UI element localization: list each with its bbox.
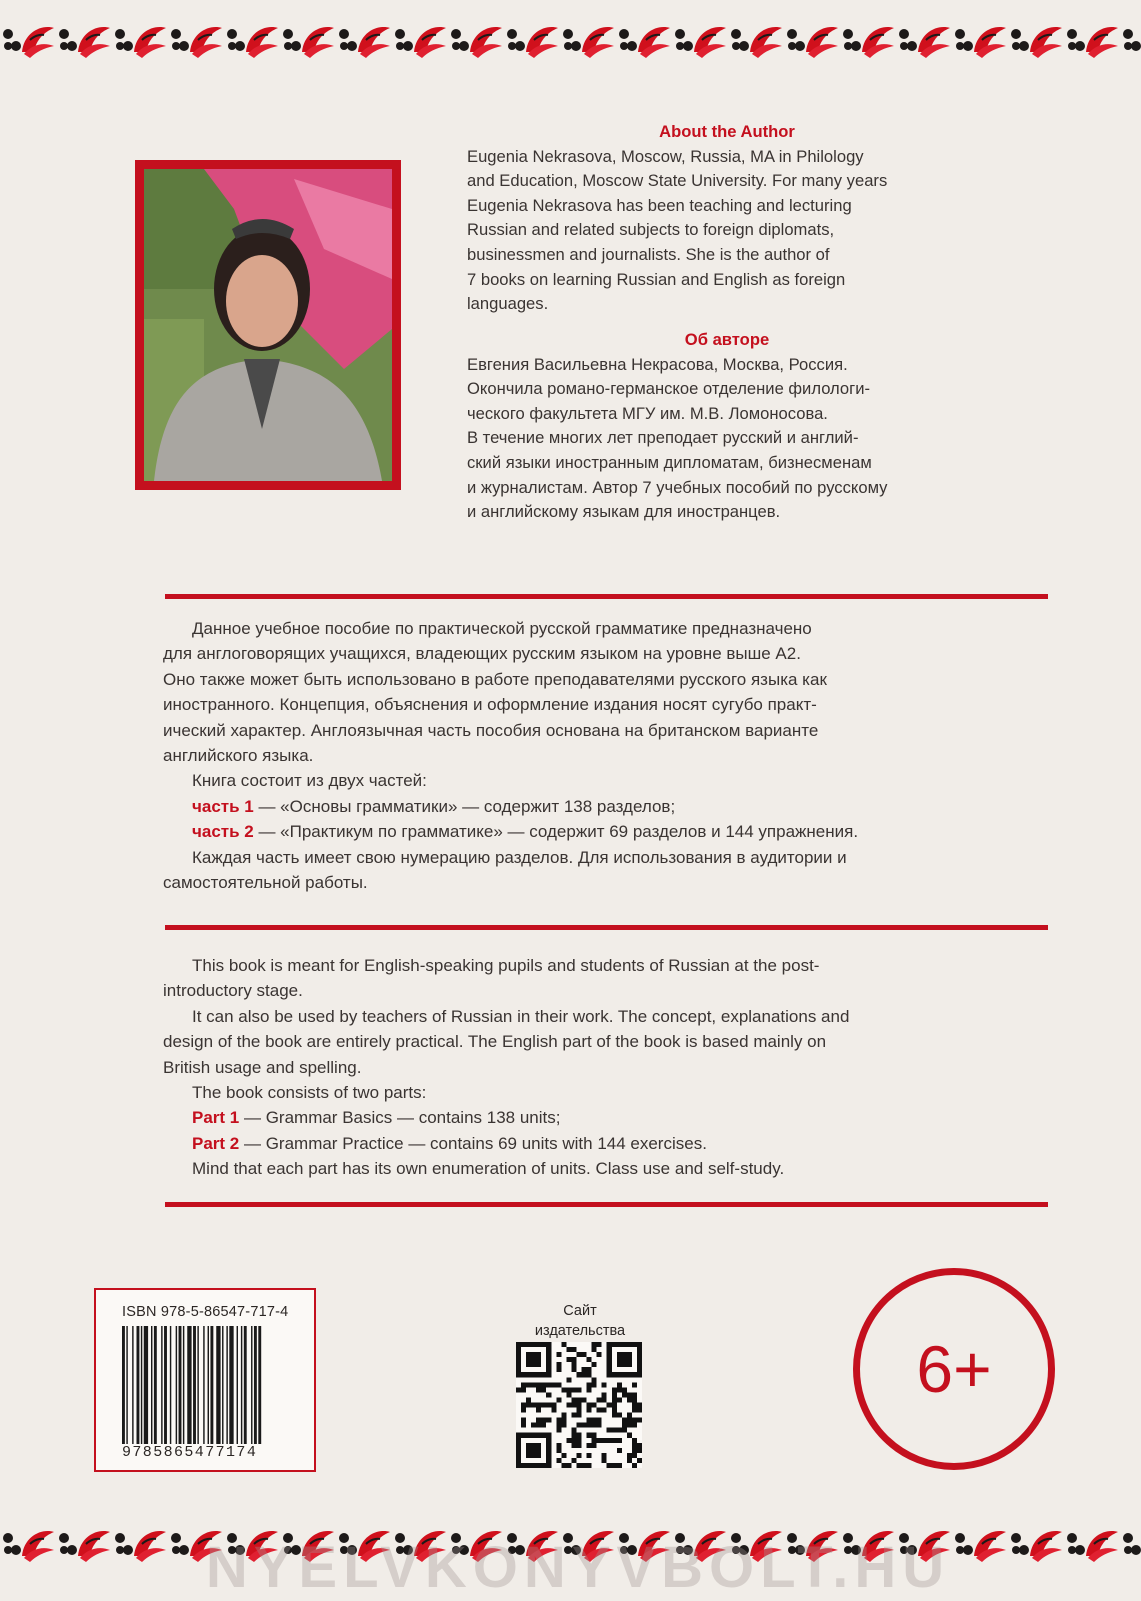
ornament-motif-icon [896,18,952,62]
about-author-heading: About the Author [659,122,795,141]
author-photo-frame [135,160,401,490]
watermark-text: NYELVKONYVBOLT.HU [205,1535,951,1600]
part-1-text: — Grammar Basics — contains 138 units; [239,1108,561,1128]
isbn-label: ISBN 978-5-86547-717-4 [122,1304,289,1320]
ornament-motif-icon [112,18,168,62]
description-line: Оно также может быть использовано в работе преподавателями русского языка как [163,669,827,689]
part-2-line [163,819,1049,844]
part-2-line [163,1131,1049,1156]
part-2-text: — Grammar Practice — contains 69 units with 144 exercises. [239,1133,707,1153]
ornament-motif-icon [280,18,336,62]
about-author-line: 7 books on learning Russian and English as foreign [467,269,846,289]
ornament-motif-icon [168,18,224,62]
description-closing: Каждая часть имеет свою нумерацию разделов. Для использования в аудитории и [192,847,847,867]
description-line: It can also be used by teachers of Russian in their work. The concept, explanations and [192,1006,850,1026]
about-author-en [467,120,987,317]
ornament-border-top [0,18,1141,62]
ornament-motif-icon [504,18,560,62]
about-author-line: and Education, Moscow State University. For many years [467,171,888,191]
description-line: design of the book are entirely practical. The English part of the book is based mainly on [163,1032,827,1052]
ornament-motif-icon [56,18,112,62]
part-1-line [163,794,1049,819]
qr-caption [510,1301,650,1341]
about-author-line-ru: ский языки иностранным дипломатам, бизнесменам [467,452,872,472]
ornament-motif-icon [672,18,728,62]
ornament-motif-icon [1008,18,1064,62]
about-author-line-ru: ческого факультета МГУ им. М.В. Ломоносова. [467,403,828,423]
divider-rule [165,1202,1048,1207]
about-author-line: Eugenia Nekrasova, Moscow, Russia, MA in Philology [467,146,864,166]
ornament-motif-icon [336,18,392,62]
parts-intro: The book consists of two parts: [192,1083,427,1103]
ornament-motif-icon [560,18,616,62]
ornament-motif-icon [784,18,840,62]
barcode-icon [122,1326,292,1444]
description-line: иностранного. Концепция, объяснения и оформление издания носят сугубо практ- [163,695,817,715]
part-1-label: часть 1 [192,796,254,816]
description-line: английского языка. [163,746,314,766]
description-en [163,953,1049,1182]
description-ru [163,616,1049,895]
about-author-line: businessmen and journalists. She is the author of [467,244,830,264]
ornament-motif-icon [840,18,896,62]
ornament-motif-icon [224,18,280,62]
description-line: This book is meant for English-speaking pupils and students of Russian at the post- [192,956,820,975]
divider-rule [165,594,1048,599]
age-rating-text: 6+ [916,1332,992,1406]
part-2-text: — «Практикум по грамматике» — содержит 69 разделов и 144 упражнения. [253,822,859,842]
author-photo [144,169,392,481]
about-author-line-ru: Евгения Васильевна Некрасова, Москва, Россия. [467,354,848,374]
age-rating-badge [853,1268,1055,1470]
part-2-label: Part 2 [192,1133,240,1153]
part-1-line [163,1105,1049,1130]
description-line: introductory stage. [163,981,303,1001]
about-author-line-ru: Окончила романо-германское отделение филологи- [467,379,871,399]
description-closing: Mind that each part has its own enumeration of units. Class use and self-study. [192,1159,785,1179]
about-author-line: Eugenia Nekrasova has been teaching and lecturing [467,195,852,215]
isbn-digits: 9785865477174 [122,1444,258,1461]
ornament-motif-icon [616,18,672,62]
about-author-line-ru: и журналистам. Автор 7 учебных пособий по русскому [467,477,888,497]
ornament-motif-icon [392,18,448,62]
description-line: British usage and spelling. [163,1057,362,1077]
ornament-motif-icon [448,18,504,62]
about-author-ru [467,328,987,525]
part-1-text: — «Основы грамматики» — содержит 138 разделов; [253,796,676,816]
ornament-motif-icon [728,18,784,62]
divider-rule [165,925,1048,930]
ornament-motif-icon [0,1522,56,1566]
ornament-motif-icon [0,18,56,62]
description-line: ический характер. Англоязычная часть пособия основана на британском варианте [163,720,819,740]
qr-caption-line: Сайт [563,1303,597,1319]
part-2-label: часть 2 [192,822,254,842]
about-author-line: Russian and related subjects to foreign diplomats, [467,220,835,240]
about-author-line-ru: В течение многих лет преподает русский и англий- [467,428,859,448]
description-line: Данное учебное пособие по практической русской грамматике предназначено [192,619,812,638]
ornament-motif-icon [1064,18,1120,62]
qr-caption-line: издательства [534,1323,626,1339]
description-closing: самостоятельной работы. [163,873,368,893]
ornament-motif-icon [1120,18,1141,62]
ornament-motif-icon [952,18,1008,62]
about-author-heading-ru: Об авторе [684,330,770,349]
isbn-barcode-box [94,1288,316,1472]
ornament-motif-icon [1120,1522,1141,1566]
part-1-label: Part 1 [192,1108,240,1128]
parts-intro: Книга состоит из двух частей: [192,771,427,791]
description-line: для англоговорящих учащихся, владеющих русским языком на уровне выше А2. [163,644,801,664]
about-author-line: languages. [467,294,549,314]
qr-code-icon[interactable] [516,1342,642,1468]
about-author-line-ru: и английскому языкам для иностранцев. [467,502,781,522]
